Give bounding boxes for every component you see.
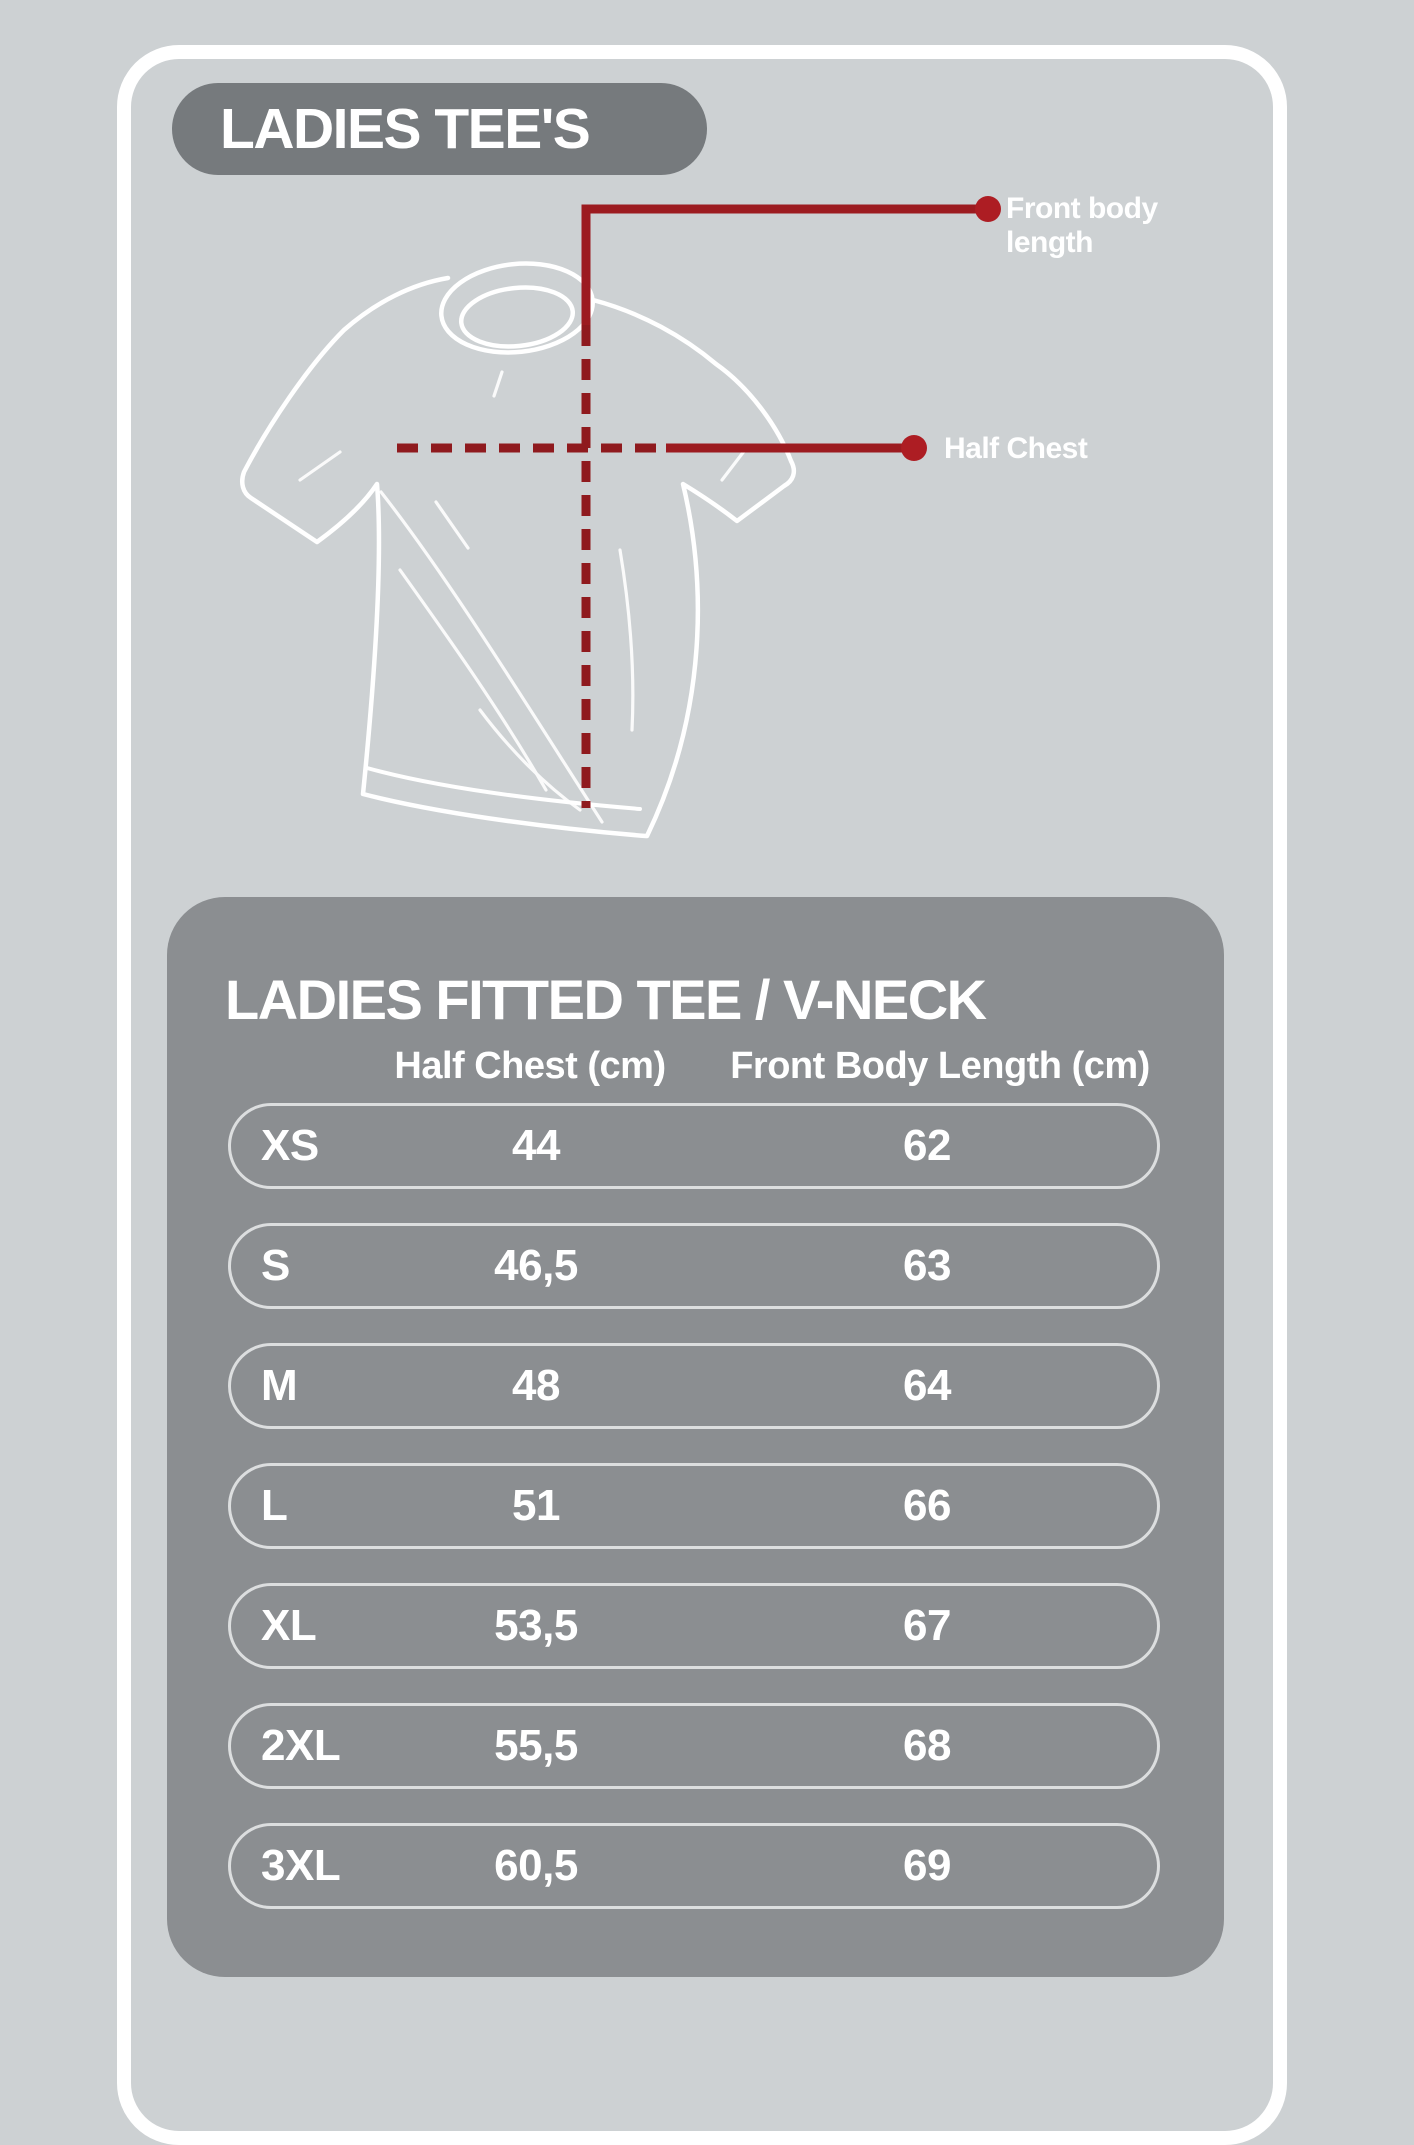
front-body-length-value: 62 [903, 1121, 951, 1170]
front-body-length-dot [975, 196, 1001, 222]
half-chest-value: 55,5 [494, 1721, 578, 1770]
table-row-2xl [228, 1703, 1160, 1789]
page-title: LADIES TEE'S [220, 97, 590, 161]
half-chest-value: 44 [512, 1121, 560, 1170]
table-row-xs [228, 1103, 1160, 1189]
front-body-length-value: 64 [903, 1361, 951, 1410]
front-body-length-value: 66 [903, 1481, 951, 1530]
half-chest-value: 60,5 [494, 1841, 578, 1890]
half-chest-label: Half Chest [944, 432, 1088, 465]
half-chest-dot [901, 435, 927, 461]
table-row-l [228, 1463, 1160, 1549]
table-row-m [228, 1343, 1160, 1429]
size-table-panel [167, 897, 1224, 1977]
half-chest-value: 53,5 [494, 1601, 578, 1650]
half-chest-value: 48 [512, 1361, 560, 1410]
front-body-length-value: 69 [903, 1841, 951, 1890]
front-body-length-value: 67 [903, 1601, 951, 1650]
front-body-length-value: 63 [903, 1241, 951, 1290]
front-body-length-line [586, 209, 980, 325]
size-label: XL [261, 1601, 317, 1650]
table-row-xl [228, 1583, 1160, 1669]
size-table-title: LADIES FITTED TEE / V-NECK [225, 968, 986, 1031]
tshirt-illustration [242, 256, 794, 836]
size-label: XS [261, 1121, 319, 1170]
size-label: 2XL [261, 1721, 341, 1770]
table-row-3xl [228, 1823, 1160, 1909]
size-label: M [261, 1361, 298, 1410]
half-chest-value: 51 [512, 1481, 560, 1530]
table-row-s [228, 1223, 1160, 1309]
front-body-length-label: Front body length [1006, 192, 1158, 259]
column-header-front-body-length: Front Body Length (cm) [730, 1045, 1150, 1087]
column-header-half-chest: Half Chest (cm) [394, 1045, 666, 1087]
size-label: S [261, 1241, 290, 1290]
front-body-length-value: 68 [903, 1721, 951, 1770]
size-label: L [261, 1481, 288, 1530]
size-label: 3XL [261, 1841, 341, 1890]
half-chest-value: 46,5 [494, 1241, 578, 1290]
size-table-rows [228, 1103, 1160, 1909]
measurement-lines [397, 196, 1001, 808]
